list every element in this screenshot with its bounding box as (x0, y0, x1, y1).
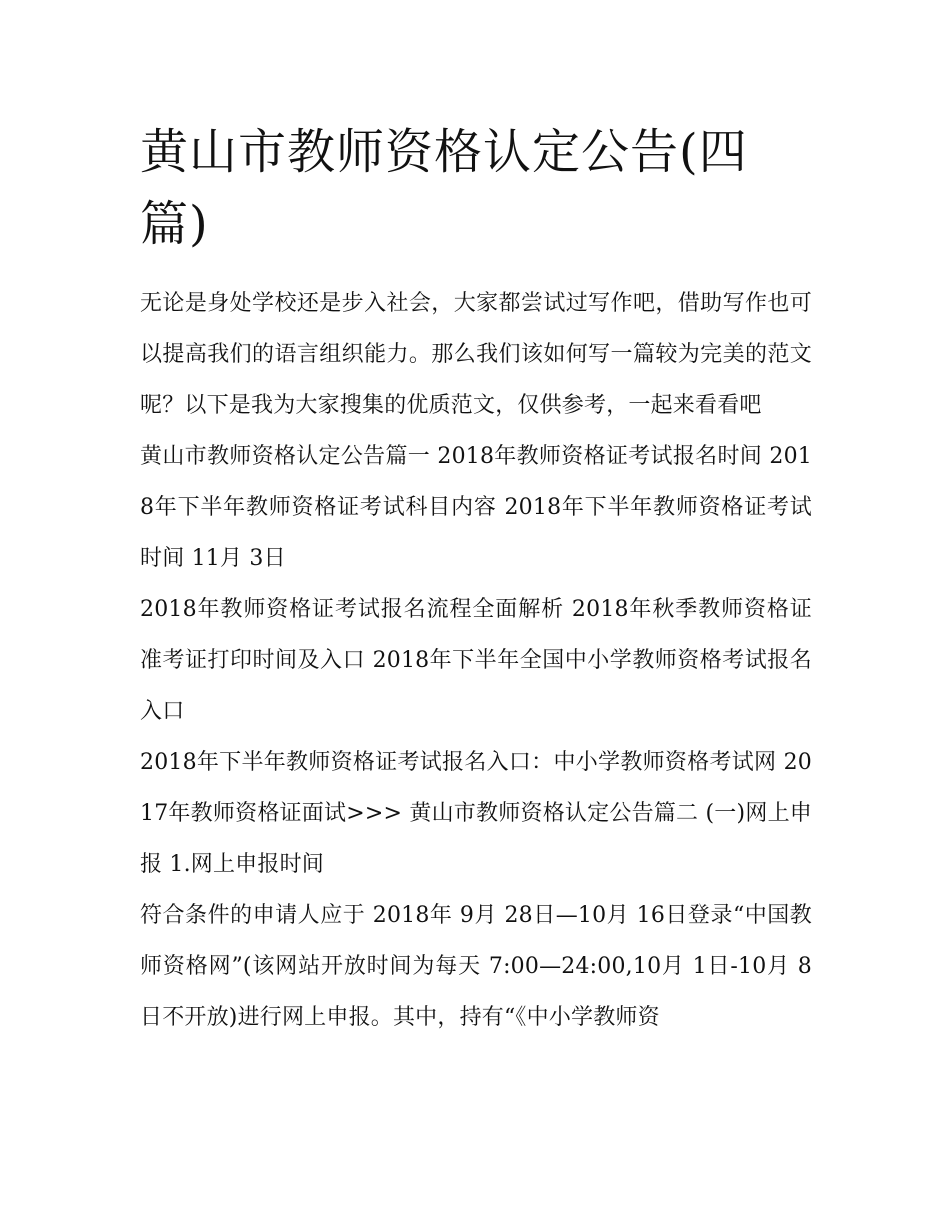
paragraph-exam-schedule: 黄山市教师资格认定公告篇一 2018年教师资格证考试报名时间 2018年下半年教师资格证考试科目内容 2018年下半年教师资格证考试时间 11月 3日 (140, 444, 812, 571)
paragraph-registration-process: 2018年教师资格证考试报名流程全面解析 2018年秋季教师资格证准考证打印时间及入口 2018年下半年全国中小学教师资格考试报名入口 (140, 597, 812, 724)
intro-paragraph: 无论是身处学校还是步入社会，大家都尝试过写作吧，借助写作也可以提高我们的语言组织能力。那么我们该如何写一篇较为完美的范文呢？以下是我为大家搜集的优质范文，仅供参考，一起来看看吧 (140, 291, 812, 418)
paragraph-application-period: 符合条件的申请人应于 2018年 9月 28日—10月 16日登录“中国教师资格网”(该网站开放时间为每天 7:00—24:00,10月 1日-10月 8日不开放)进行网上申报。其中，持有“《中小学教师资 (140, 903, 812, 1030)
paragraph-registration-entry: 2018年下半年教师资格证考试报名入口：中小学教师资格考试网 2017年教师资格证面试>>> 黄山市教师资格认定公告篇二 (一)网上申报 1.网上申报时间 (140, 750, 812, 877)
document-title: 黄山市教师资格认定公告(四篇) (140, 124, 748, 252)
document-body (140, 116, 812, 1043)
